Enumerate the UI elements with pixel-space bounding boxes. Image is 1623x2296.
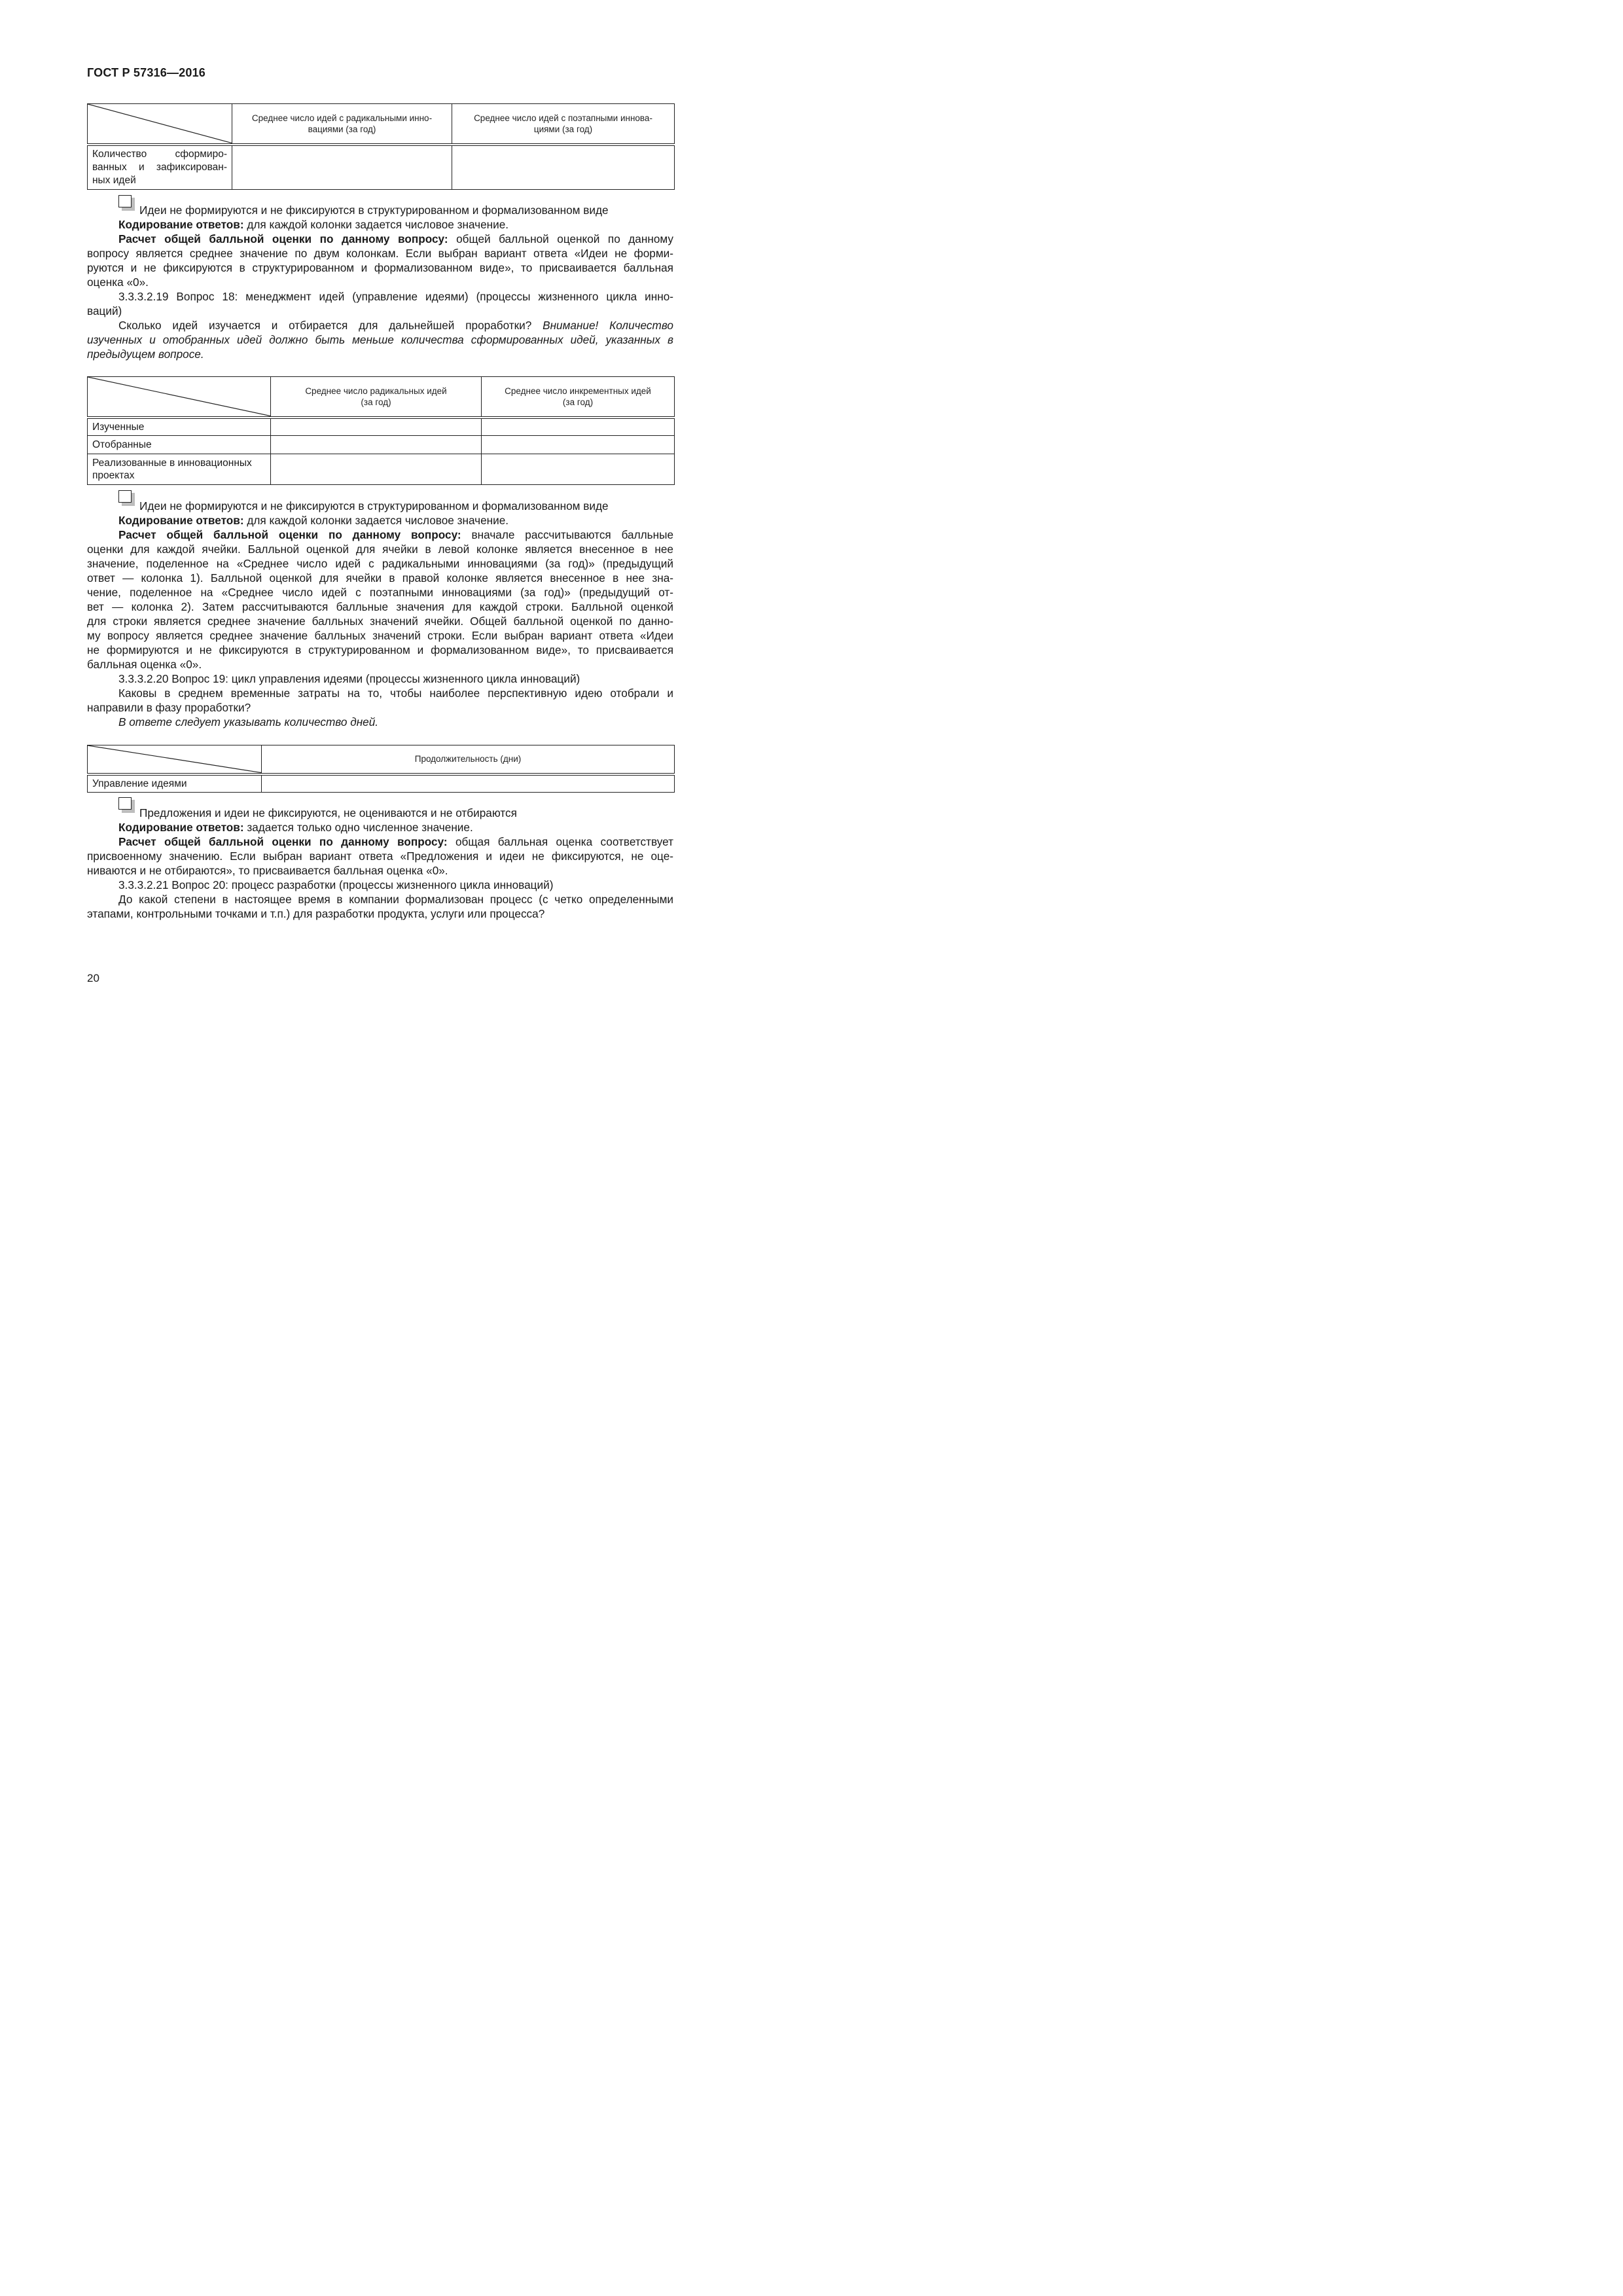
section-heading: 3.3.3.2.20 Вопрос 19: цикл управления идеями (процессы жизненного цикла инноваций)	[118, 672, 580, 685]
calc-paragraph: Расчет общей балльной оценки по данному вопросу: вначале рассчитываются балльные	[118, 528, 674, 541]
text-line: для строки является среднее значение балльных значений ячейки. Общей балльной оценкой по данно-	[87, 615, 673, 628]
text-line: не формируются и не фиксируются в структурированном и формализованном виде», то присваивается	[87, 643, 673, 656]
text-line: балльная оценка «0».	[87, 658, 202, 671]
note-text: изученных и отобранных идей должно быть меньше количества сформированных идей, указанных в	[87, 333, 673, 346]
note-text: предыдущем вопросе.	[87, 348, 204, 361]
text-line: оценка «0».	[87, 276, 149, 289]
row-header: Управление идеями	[88, 774, 262, 793]
text-line: ответ — колонка 1). Балльной оценкой для ячейки в правой колонке является внесенное в нее зна-	[87, 571, 673, 584]
input-cell[interactable]	[232, 145, 452, 190]
section-heading: 3.3.3.2.21 Вопрос 20: процесс разработки (процессы жизненного цикла инноваций)	[118, 878, 554, 891]
note-text: В ответе следует указывать количество дней.	[118, 715, 379, 728]
column-header: Среднее число идей с радикальными инно- вациями (за год)	[232, 104, 452, 145]
checkbox[interactable]	[118, 490, 136, 508]
input-cell[interactable]	[262, 774, 675, 793]
text-line: вет — колонка 2). Затем рассчитываются балльные значения для каждой строки. Балльной оценкой	[87, 600, 673, 613]
table-ideas-studied	[87, 376, 675, 485]
text-line: значение, поделенное на «Среднее число идей с радикальными инновациями (за год)» (предыдущий	[87, 557, 673, 570]
row-header: Количество сформиро- ванных и зафиксирован- ных идей	[88, 145, 232, 190]
text-line: чение, поделенное на «Среднее число идей с поэтапными инновациями (за год)» (предыдущий от-	[87, 586, 673, 599]
row-header: Изученные	[88, 418, 271, 436]
column-header: Среднее число радикальных идей (за год)	[271, 377, 482, 418]
checkbox-label: Идеи не формируются и не фиксируются в структурированном и формализованном виде	[139, 204, 609, 217]
checkbox[interactable]	[118, 195, 136, 213]
diagonal-header-cell	[88, 104, 232, 145]
input-cell[interactable]	[271, 436, 482, 454]
question-text: Каковы в среднем временные затраты на то, чтобы наиболее перспективную идею отобрали и	[118, 687, 673, 700]
text-line: оценки для каждой ячейки. Балльной оценкой для ячейки в левой колонке является внесенное в нее	[87, 543, 673, 556]
text-line: направили в фазу проработки?	[87, 701, 251, 714]
input-cell[interactable]	[482, 418, 675, 436]
page-number: 20	[87, 972, 99, 984]
calc-paragraph: Расчет общей балльной оценки по данному вопросу: общая балльная оценка соответствует	[118, 835, 674, 848]
coding-line: Кодирование ответов: для каждой колонки задается числовое значение.	[118, 514, 509, 527]
coding-line: Кодирование ответов: задается только одно численное значение.	[118, 821, 473, 834]
document-header: ГОСТ Р 57316—2016	[87, 66, 206, 79]
text-line: му вопросу является среднее значение балльных значений строки. Если выбран вариант ответа «Идеи	[87, 629, 673, 642]
column-header: Среднее число инкрементных идей (за год)	[482, 377, 675, 418]
column-header: Среднее число идей с поэтапными иннова- циями (за год)	[452, 104, 675, 145]
text-line: руются и не фиксируются в структурированном и формализованном виде», то присваивается балльная	[87, 261, 673, 274]
calc-paragraph: Расчет общей балльной оценки по данному вопросу: общей балльной оценкой по данному	[118, 232, 673, 245]
table-ideas-count	[87, 103, 675, 190]
row-header: Реализованные в инновационных проектах	[88, 454, 271, 485]
checkbox-label: Идеи не формируются и не фиксируются в структурированном и формализованном виде	[139, 499, 609, 512]
question-text: До какой степени в настоящее время в компании формализован процесс (с четко определенными	[118, 893, 673, 906]
input-cell[interactable]	[271, 454, 482, 485]
input-cell[interactable]	[482, 454, 675, 485]
row-header: Отобранные	[88, 436, 271, 454]
text-line: присвоенному значению. Если выбран вариант ответа «Предложения и идеи не фиксируются, не оце-	[87, 850, 673, 863]
checkbox-label: Предложения и идеи не фиксируются, не оцениваются и не отбираются	[139, 806, 517, 819]
input-cell[interactable]	[482, 436, 675, 454]
text-line: этапами, контрольными точками и т.п.) для разработки продукта, услуги или процесса?	[87, 907, 545, 920]
section-heading: 3.3.3.2.19 Вопрос 18: менеджмент идей (управление идеями) (процессы жизненного цикла инно-	[118, 290, 673, 303]
coding-line: Кодирование ответов: для каждой колонки задается числовое значение.	[118, 218, 509, 231]
text-line: ваций)	[87, 304, 122, 317]
diagonal-header-cell	[88, 377, 271, 418]
table-idea-duration	[87, 745, 675, 793]
input-cell[interactable]	[452, 145, 675, 190]
text-line: ниваются и не отбираются», то присваивается балльная оценка «0».	[87, 864, 448, 877]
diagonal-header-cell	[88, 745, 262, 774]
text-line: вопросу является среднее значение по двум колонкам. Если выбран вариант ответа «Идеи не форми-	[87, 247, 673, 260]
column-header: Продолжительность (дни)	[262, 745, 675, 774]
question-text: Сколько идей изучается и отбирается для дальнейшей проработки? Внимание! Количество	[118, 319, 673, 332]
checkbox[interactable]	[118, 797, 136, 815]
input-cell[interactable]	[271, 418, 482, 436]
